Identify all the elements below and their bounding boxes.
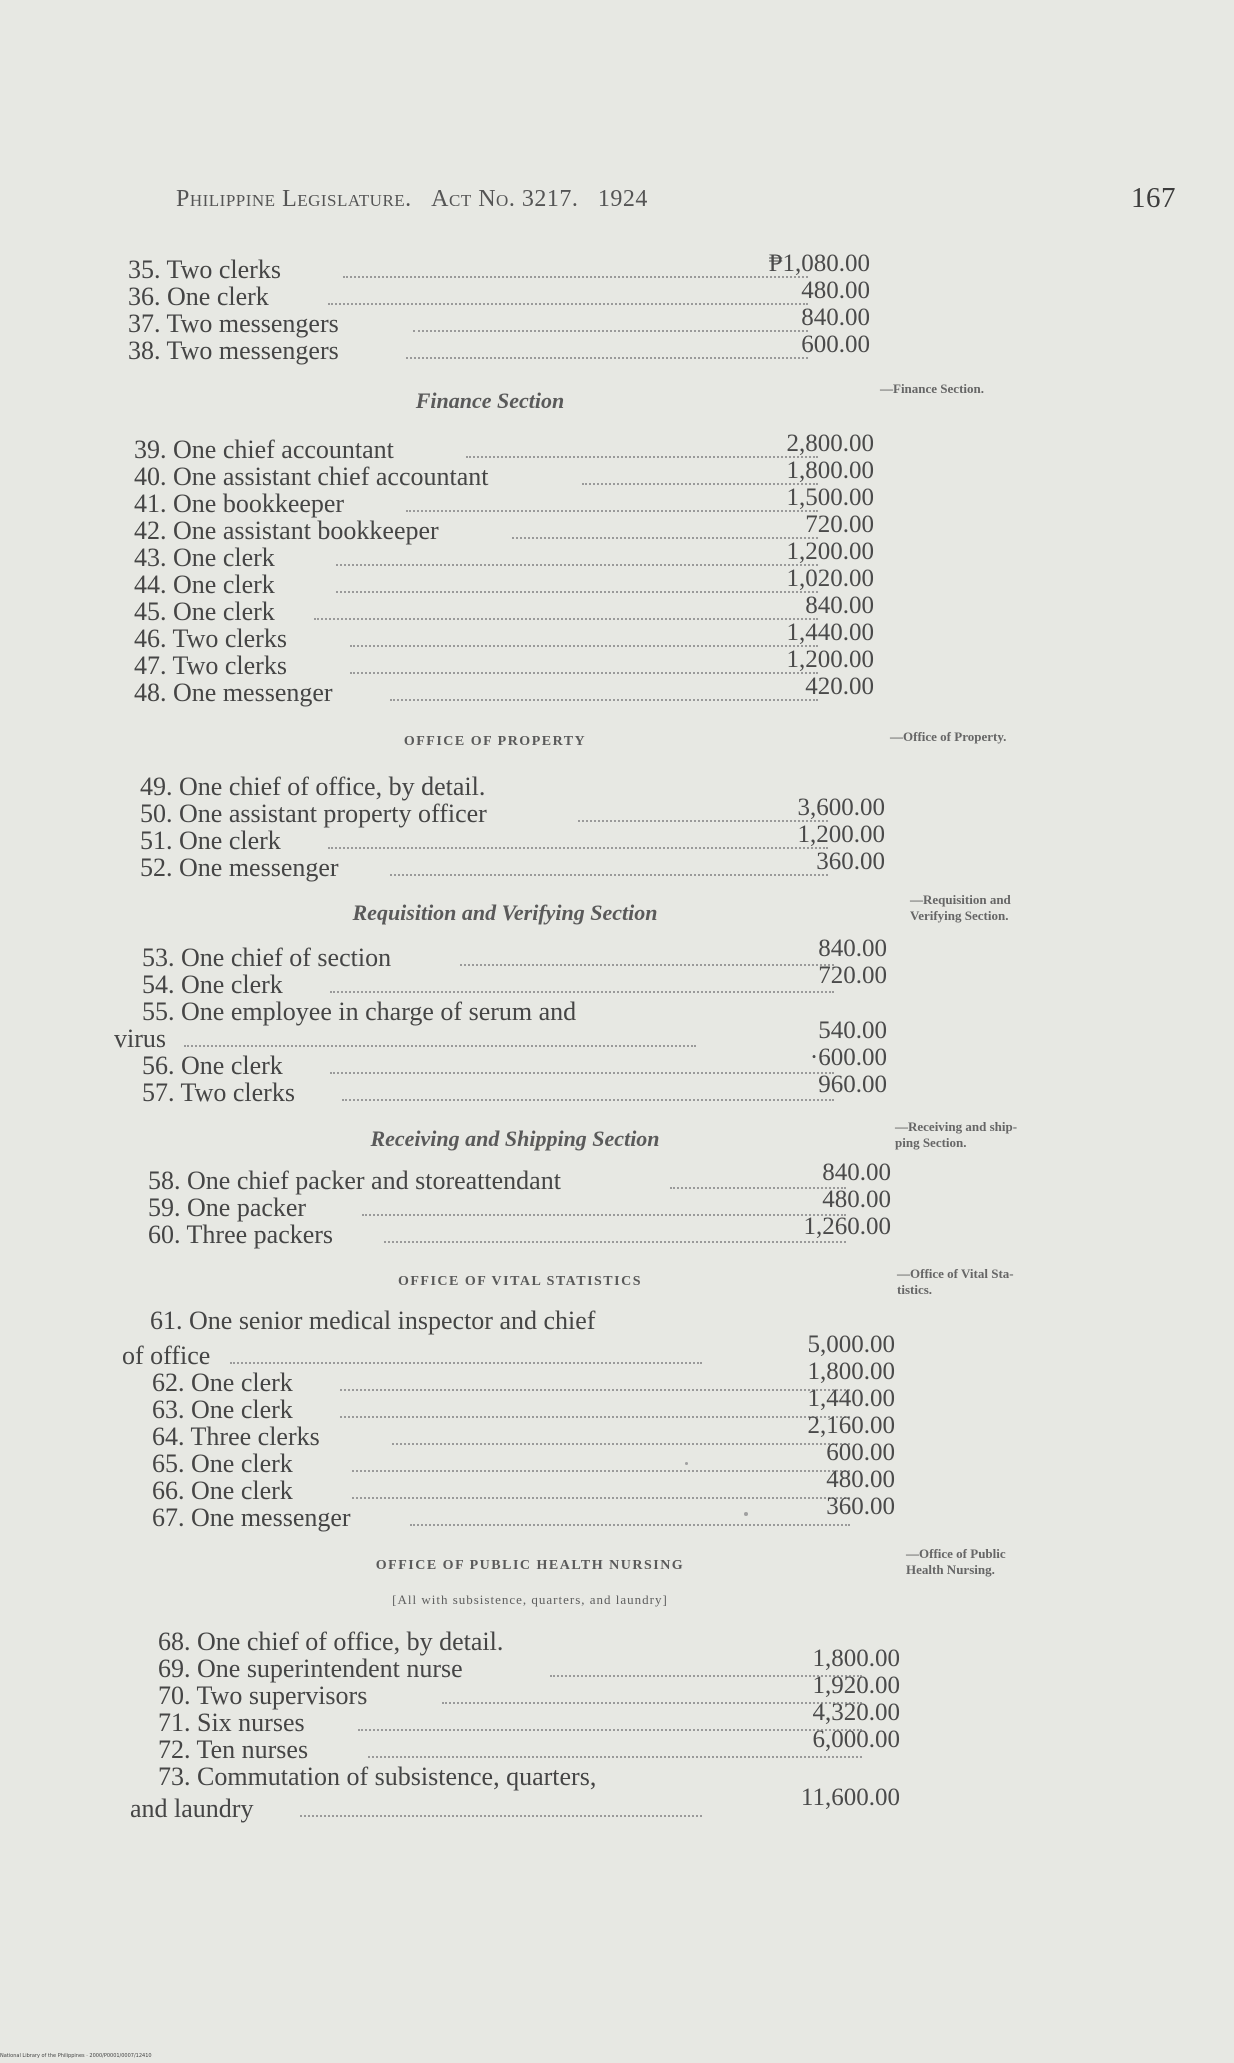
list-item — [152, 1369, 712, 1397]
dot-leader — [300, 1815, 702, 1817]
item-text: 54. One clerk — [142, 970, 283, 999]
paper-speck — [685, 1462, 688, 1465]
item-amount: 1,500.00 — [786, 484, 874, 511]
item-amount: 480.00 — [801, 277, 870, 304]
list-item — [152, 1396, 712, 1424]
section-heading-vital-statistics: OFFICE OF VITAL STATISTICS — [397, 1274, 642, 1289]
list-item — [158, 1655, 718, 1683]
section-subnote: [All with subsistence, quarters, and laundry] — [392, 1592, 668, 1607]
list-item — [158, 1736, 718, 1764]
item-amount: 1,200.00 — [797, 821, 885, 848]
paper-speck — [744, 1512, 748, 1516]
section-heading-finance: Finance Section — [415, 388, 565, 413]
list-item — [142, 1052, 702, 1080]
list-item — [134, 679, 694, 707]
item-text: 49. One chief of office, by detail. — [140, 772, 486, 801]
list-item — [134, 490, 694, 518]
item-text: 71. Six nurses — [158, 1708, 305, 1737]
dot-leader — [410, 1524, 850, 1526]
item-amount: 2,800.00 — [786, 430, 874, 457]
list-item — [148, 1167, 708, 1195]
section-heading-property: OFFICE OF PROPERTY — [403, 734, 587, 749]
item-amount: 1,800.00 — [807, 1358, 895, 1385]
item-text: 45. One clerk — [134, 597, 275, 626]
list-item — [128, 337, 688, 365]
list-item — [152, 1423, 712, 1451]
item-text: 70. Two supervisors — [158, 1681, 368, 1710]
item-amount: 840.00 — [801, 304, 870, 331]
list-item — [152, 1477, 712, 1505]
item-text: 72. Ten nurses — [158, 1735, 309, 1764]
dot-leader — [230, 1362, 702, 1364]
item-amount: 1,440.00 — [807, 1385, 895, 1412]
running-header — [176, 182, 1176, 226]
list-item — [152, 1504, 712, 1532]
header-title: Philippine Legislature. — [176, 186, 412, 212]
section-heading-requisition: Requisition and Verifying Section — [352, 900, 658, 925]
dot-leader — [184, 1045, 696, 1047]
item-text: 65. One clerk — [152, 1449, 293, 1478]
item-amount: 600.00 — [801, 331, 870, 358]
item-text: 50. One assistant property officer — [140, 799, 487, 828]
item-amount: 4,320.00 — [812, 1699, 900, 1726]
item-text: 56. One clerk — [142, 1051, 283, 1080]
item-amount: 6,000.00 — [812, 1726, 900, 1753]
item-text: 52. One messenger — [140, 853, 339, 882]
item-amount: 1,800.00 — [812, 1645, 900, 1672]
item-amount: 840.00 — [822, 1159, 891, 1186]
item-text: of office — [122, 1341, 211, 1370]
item-text: 55. One employee in charge of serum and — [142, 997, 577, 1026]
item-text: 42. One assistant bookkeeper — [134, 516, 439, 545]
item-amount: 1,800.00 — [786, 457, 874, 484]
list-item — [140, 773, 700, 801]
item-text: 36. One clerk — [128, 282, 269, 311]
margin-note-property: —Office of Property. — [890, 729, 1007, 744]
item-text: 41. One bookkeeper — [134, 489, 345, 518]
item-text: 51. One clerk — [140, 826, 281, 855]
item-amount: 420.00 — [805, 673, 874, 700]
list-item — [142, 971, 702, 999]
list-item — [134, 463, 694, 491]
list-item — [158, 1763, 718, 1791]
list-item — [158, 1628, 718, 1656]
item-amount: 2,160.00 — [807, 1412, 895, 1439]
item-text: 68. One chief of office, by detail. — [158, 1627, 504, 1656]
item-text: virus — [114, 1024, 166, 1053]
item-text: 39. One chief accountant — [134, 435, 394, 464]
list-item — [114, 1025, 704, 1053]
margin-note-requisition: —Requisition and Verifying Section. — [910, 892, 1011, 923]
list-item — [134, 544, 694, 572]
list-item — [140, 800, 700, 828]
page-number: 167 — [1131, 182, 1176, 214]
item-text: 67. One messenger — [152, 1503, 351, 1532]
list-item — [130, 1795, 720, 1823]
item-amount: 360.00 — [816, 848, 885, 875]
item-amount: 840.00 — [818, 935, 887, 962]
dot-leader — [368, 1756, 862, 1758]
list-item — [140, 854, 700, 882]
list-item — [134, 436, 694, 464]
item-amount: 480.00 — [822, 1186, 891, 1213]
item-amount: 1,920.00 — [812, 1672, 900, 1699]
item-amount: 840.00 — [805, 592, 874, 619]
item-text: 64. Three clerks — [152, 1422, 320, 1451]
list-item — [128, 310, 688, 338]
item-amount: 1,440.00 — [786, 619, 874, 646]
list-item — [148, 1221, 708, 1249]
margin-note-finance: —Finance Section. — [880, 381, 984, 396]
item-amount: 1,020.00 — [786, 565, 874, 592]
item-text: 62. One clerk — [152, 1368, 293, 1397]
item-text: 40. One assistant chief accountant — [134, 462, 489, 491]
item-amount: 3,600.00 — [797, 794, 885, 821]
margin-note-public-health-nursing: —Office of Public Health Nursing. — [906, 1546, 1006, 1577]
item-amount: 960.00 — [818, 1071, 887, 1098]
item-text: 58. One chief packer and storeattendant — [148, 1166, 561, 1195]
list-item — [128, 256, 688, 284]
list-item — [142, 998, 702, 1026]
item-amount: 600.00 — [826, 1439, 895, 1466]
item-text: 59. One packer — [148, 1193, 307, 1222]
dot-leader — [330, 991, 834, 993]
item-amount: 540.00 — [818, 1017, 887, 1044]
list-item — [122, 1342, 712, 1370]
header-act: Act No. 3217. — [431, 186, 579, 212]
item-amount: ·600.00 — [809, 1044, 887, 1071]
item-text: 61. One senior medical inspector and chief — [150, 1306, 596, 1335]
list-item — [134, 517, 694, 545]
item-text: 35. Two clerks — [128, 255, 281, 284]
list-item — [152, 1450, 712, 1478]
item-amount: 720.00 — [805, 511, 874, 538]
item-text: 66. One clerk — [152, 1476, 293, 1505]
dot-leader — [342, 1099, 834, 1101]
footer-credit: National Library of the Philippines · 2000/P0001/0007/12410 — [0, 2053, 152, 2059]
section-heading-public-health-nursing: OFFICE OF PUBLIC HEALTH NURSING — [375, 1558, 685, 1573]
header-year: 1924 — [597, 186, 648, 212]
list-item — [150, 1307, 710, 1335]
item-text: 63. One clerk — [152, 1395, 293, 1424]
item-text: 43. One clerk — [134, 543, 275, 572]
item-text: 37. Two messengers — [128, 309, 339, 338]
item-text: 38. Two messengers — [128, 336, 339, 365]
item-amount: ₱1,080.00 — [768, 250, 870, 277]
header-title-line — [176, 186, 648, 213]
item-text: 73. Commutation of subsistence, quarters, — [158, 1762, 597, 1791]
item-text: 69. One superintendent nurse — [158, 1654, 463, 1683]
list-item — [140, 827, 700, 855]
list-item — [134, 625, 694, 653]
item-text: 46. Two clerks — [134, 624, 287, 653]
item-text: and laundry — [130, 1794, 254, 1823]
item-amount: 480.00 — [826, 1466, 895, 1493]
list-item — [134, 652, 694, 680]
list-item — [134, 571, 694, 599]
margin-note-receiving: —Receiving and ship- ping Section. — [895, 1119, 1018, 1150]
item-text: 47. Two clerks — [134, 651, 287, 680]
list-item — [128, 283, 688, 311]
list-item — [142, 944, 702, 972]
item-amount: 1,200.00 — [786, 538, 874, 565]
list-item — [158, 1682, 718, 1710]
margin-note-vital-statistics: —Office of Vital Sta- tistics. — [897, 1266, 1014, 1297]
item-amount: 5,000.00 — [807, 1331, 895, 1358]
item-amount: 11,600.00 — [800, 1784, 900, 1811]
list-item — [148, 1194, 708, 1222]
item-text: 53. One chief of section — [142, 943, 392, 972]
dot-leader — [384, 1241, 846, 1243]
list-item — [142, 1079, 702, 1107]
item-amount: 1,260.00 — [803, 1213, 891, 1240]
list-item — [134, 598, 694, 626]
item-amount: 360.00 — [826, 1493, 895, 1520]
item-text: 60. Three packers — [148, 1220, 334, 1249]
item-amount: 1,200.00 — [786, 646, 874, 673]
item-amount: 720.00 — [818, 962, 887, 989]
item-text: 48. One messenger — [134, 678, 333, 707]
item-text: 57. Two clerks — [142, 1078, 295, 1107]
list-item — [158, 1709, 718, 1737]
item-text: 44. One clerk — [134, 570, 275, 599]
section-heading-receiving: Receiving and Shipping Section — [370, 1126, 660, 1151]
